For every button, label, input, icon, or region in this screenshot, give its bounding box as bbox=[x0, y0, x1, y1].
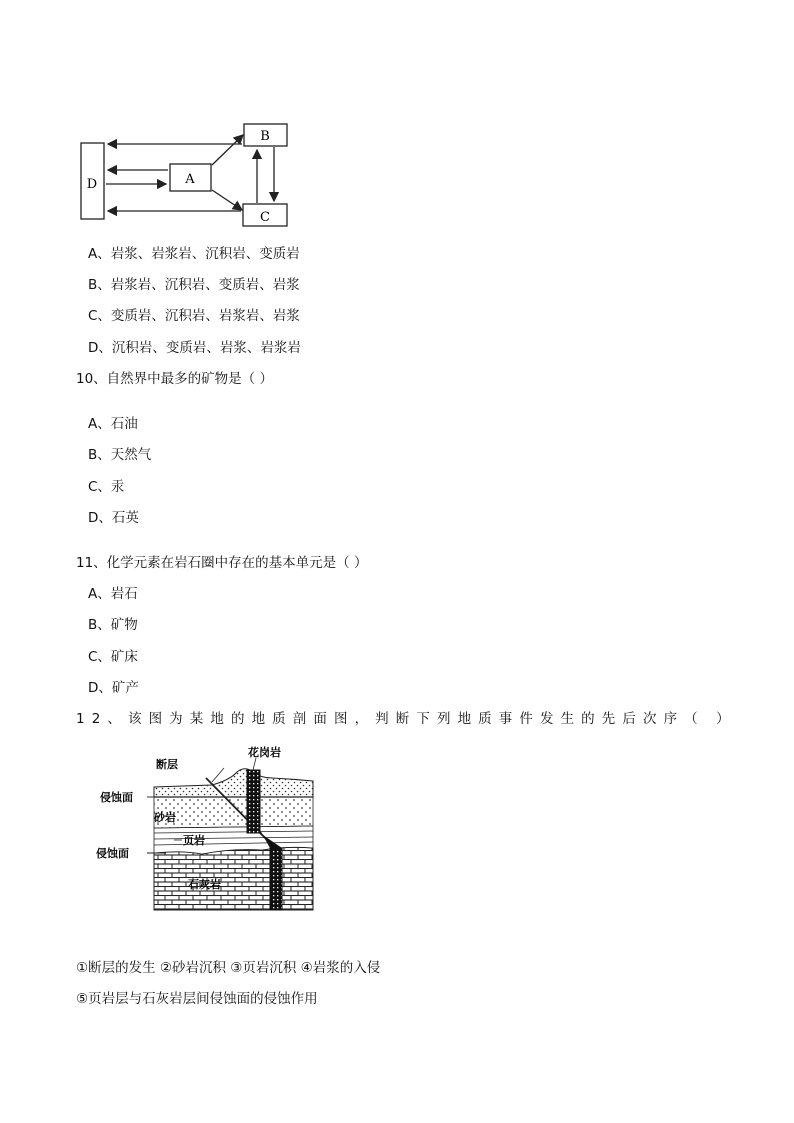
label-b: B bbox=[260, 129, 270, 144]
limestone-layer bbox=[154, 847, 313, 910]
q10-stem: 10、自然界中最多的矿物是（ ） bbox=[76, 371, 273, 387]
label-fault: 断层 bbox=[156, 758, 178, 771]
label-erosion-surface-2: 侵蚀面 bbox=[96, 847, 129, 860]
q10-option-d: D、石英 bbox=[88, 510, 139, 526]
q12-events-line-2: ⑤页岩层与石灰岩层间侵蚀面的侵蚀作用 bbox=[76, 991, 318, 1007]
q11-stem: 11、化学元素在岩石圈中存在的基本单元是（ ） bbox=[76, 555, 368, 571]
q10-option-c: C、汞 bbox=[88, 479, 125, 495]
arrow-a-to-b bbox=[212, 135, 243, 165]
label-sandstone: 砂岩 bbox=[154, 811, 176, 824]
q10-option-a: A、石油 bbox=[88, 416, 138, 432]
label-d: D bbox=[86, 177, 98, 192]
label-limestone: 石灰岩 bbox=[188, 878, 221, 891]
rock-cycle-diagram bbox=[70, 118, 300, 234]
q12-events-line-1: ①断层的发生 ②砂岩沉积 ③页岩沉积 ④岩浆的入侵 bbox=[76, 960, 381, 976]
arrow-a-to-c bbox=[212, 190, 242, 210]
label-granite: 花岗岩 bbox=[248, 746, 281, 759]
granite-dike-lower bbox=[270, 848, 282, 910]
q9-option-c: C、变质岩、沉积岩、岩浆岩、岩浆 bbox=[88, 308, 300, 324]
q9-option-a: A、岩浆、岩浆岩、沉积岩、变质岩 bbox=[88, 246, 300, 262]
label-c: C bbox=[260, 210, 270, 225]
q9-option-d: D、沉积岩、变质岩、岩浆、岩浆岩 bbox=[88, 340, 301, 356]
label-shale: 页岩 bbox=[183, 834, 205, 847]
upper-layer bbox=[154, 769, 313, 797]
q11-option-a: A、岩石 bbox=[88, 586, 138, 602]
sandstone-layer bbox=[154, 797, 313, 828]
geologic-cross-section bbox=[92, 742, 322, 914]
label-a: A bbox=[185, 172, 195, 187]
granite-dike-upper bbox=[247, 770, 260, 833]
q11-option-d: D、矿产 bbox=[88, 680, 139, 696]
q12-stem: 12、该图为某地的地质剖面图，判断下列地质事件发生的先后次序（ ） bbox=[76, 711, 737, 727]
label-erosion-surface-1: 侵蚀面 bbox=[100, 791, 133, 804]
q11-option-c: C、矿床 bbox=[88, 649, 138, 665]
q11-option-b: B、矿物 bbox=[88, 617, 138, 633]
q9-option-b: B、岩浆岩、沉积岩、变质岩、岩浆 bbox=[88, 277, 300, 293]
q10-option-b: B、天然气 bbox=[88, 447, 152, 463]
